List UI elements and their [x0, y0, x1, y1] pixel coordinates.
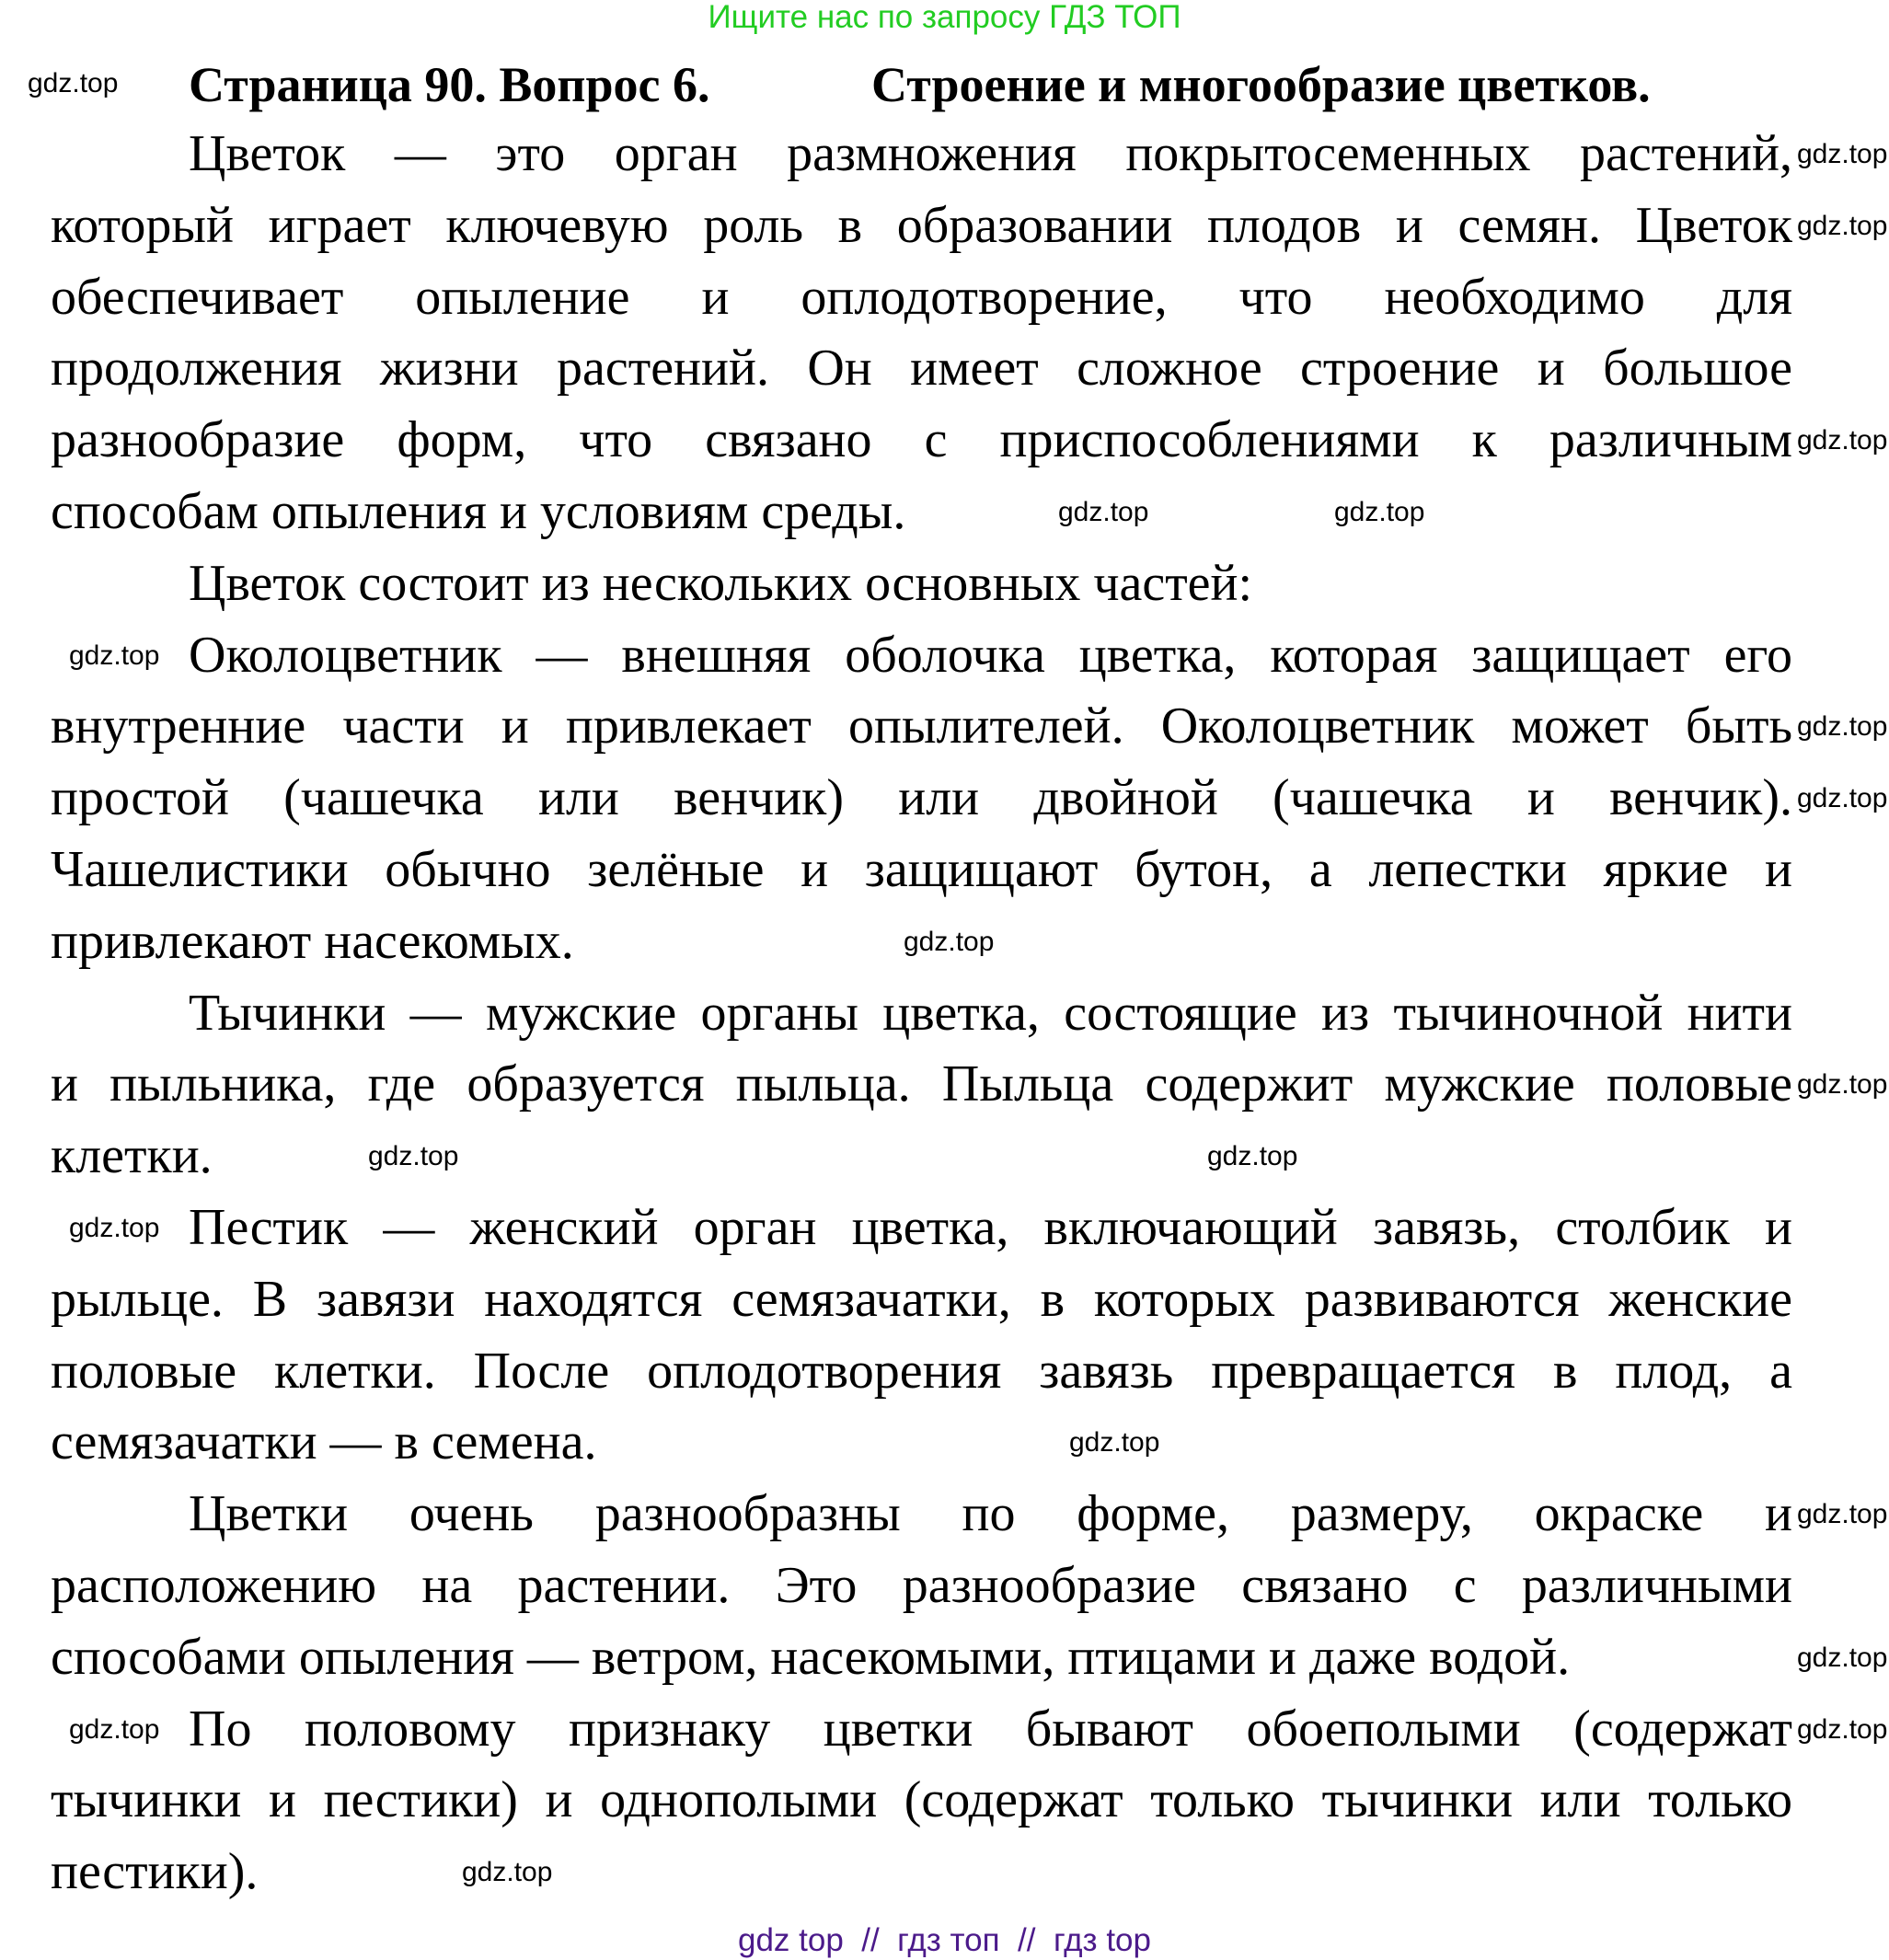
- topic-title: Строение и многообразие цветков.: [871, 57, 1651, 112]
- watermark: gdz.top: [1207, 1141, 1298, 1172]
- text-line: и пыльника, где образуется пыльца. Пыльца содержит мужские половые: [51, 1055, 1792, 1113]
- text-line: который играет ключевую роль в образовании плодов и семян. Цветок: [51, 196, 1792, 254]
- watermark: gdz.top: [69, 1713, 160, 1745]
- watermark: gdz.top: [904, 926, 995, 957]
- watermark: gdz.top: [1334, 497, 1425, 527]
- page-question-title: Страница 90. Вопрос 6.: [189, 57, 710, 112]
- watermark: gdz.top: [462, 1857, 553, 1888]
- text-line: Околоцветник — внешняя оболочка цветка, которая защищает его: [189, 626, 1792, 684]
- search-banner: Ищите нас по запросу ГДЗ ТОП: [708, 0, 1181, 35]
- watermark: gdz.top: [1797, 210, 1888, 241]
- footer-links: gdz top // гдз топ // гдз top: [738, 1922, 1151, 1958]
- text-line: простой (чашечка или венчик) или двойной (чашечка и венчик).: [51, 769, 1792, 827]
- watermark: gdz.top: [1797, 1713, 1888, 1745]
- watermark: gdz.top: [69, 1213, 160, 1243]
- text-line: Пестик — женский орган цветка, включающий завязь, столбик и: [189, 1198, 1792, 1256]
- text-line: По половому признаку цветки бывают обоеполыми (содержат: [189, 1700, 1792, 1758]
- text-line: клетки.: [51, 1127, 213, 1185]
- watermark: gdz.top: [1058, 497, 1149, 527]
- watermark: gdz.top: [1797, 1069, 1888, 1101]
- text-line: разнообразие форм, что связано с приспособлениями к различным: [51, 411, 1792, 469]
- watermark: gdz.top: [1797, 783, 1888, 814]
- answer-text: [51, 119, 1792, 1908]
- watermark: gdz.top: [69, 640, 160, 671]
- watermark: gdz.top: [1797, 1642, 1888, 1673]
- text-line: обеспечивает опыление и оплодотворение, что необходимо для: [51, 268, 1792, 326]
- text-line: продолжения жизни растений. Он имеет сложное строение и большое: [51, 340, 1792, 398]
- watermark: gdz.top: [1797, 711, 1888, 743]
- text-line: рыльце. В завязи находятся семязачатки, в которых развиваются женские: [51, 1270, 1792, 1328]
- text-line: Цветок — это орган размножения покрытосеменных растений,: [189, 125, 1792, 182]
- text-line: тычинки и пестики) и однополыми (содержат только тычинки или только: [51, 1771, 1792, 1829]
- watermark: gdz.top: [1797, 139, 1888, 169]
- text-line: привлекают насекомых.: [51, 912, 574, 970]
- text-line: пестики).: [51, 1843, 259, 1901]
- text-line: способами опыления — ветром, насекомыми, птицами и даже водой.: [51, 1628, 1571, 1686]
- text-line: Тычинки — мужские органы цветка, состоящие из тычиночной нити: [189, 984, 1792, 1042]
- watermark: gdz.top: [1797, 1499, 1888, 1530]
- text-line: Цветки очень разнообразны по форме, размеру, окраске и: [189, 1485, 1792, 1543]
- text-line: внутренние части и привлекает опылителей. Околоцветник может быть: [51, 698, 1792, 755]
- text-line: способам опыления и условиям среды.: [51, 482, 906, 540]
- watermark: gdz.top: [28, 68, 119, 98]
- text-line: расположению на растении. Это разнообразие связано с различными: [51, 1556, 1792, 1614]
- text-line: половые клетки. После оплодотворения завязь превращается в плод, а: [51, 1342, 1792, 1400]
- watermark: gdz.top: [1069, 1427, 1160, 1458]
- text-line: Чашелистики обычно зелёные и защищают бутон, а лепестки яркие и: [51, 840, 1792, 898]
- watermark: gdz.top: [1797, 425, 1888, 456]
- text-line: Цветок состоит из нескольких основных частей:: [189, 554, 1253, 612]
- watermark: gdz.top: [368, 1141, 459, 1172]
- text-line: семязачатки — в семена.: [51, 1413, 597, 1471]
